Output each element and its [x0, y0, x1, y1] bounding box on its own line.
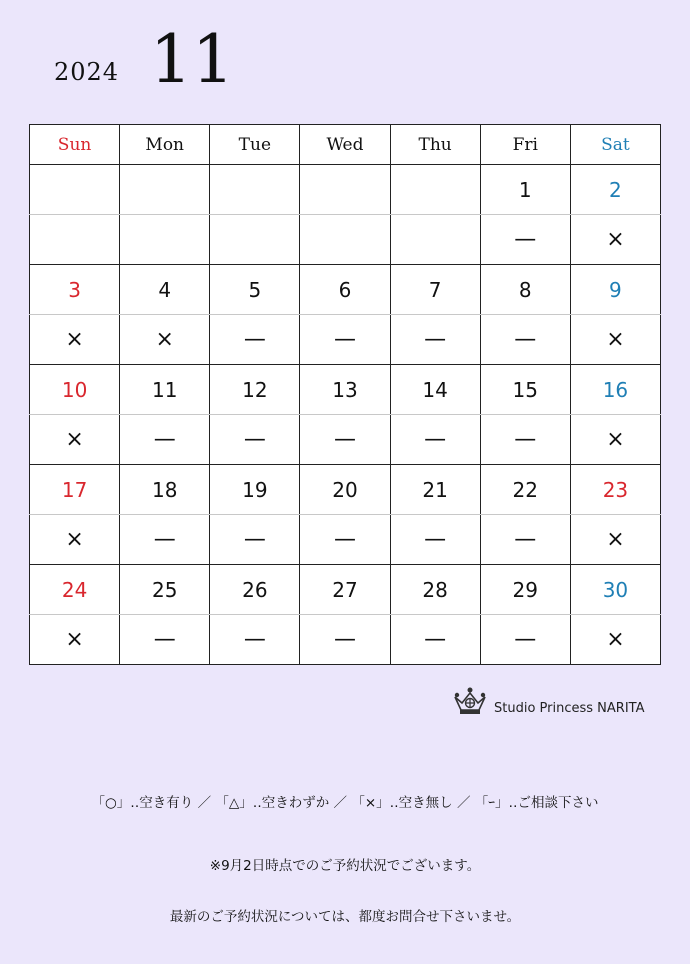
date-cell: 25	[120, 565, 210, 615]
availability-cell	[30, 215, 120, 265]
calendar-month: 11	[150, 21, 234, 98]
contact-note: 最新のご予約状況については、都度お問合せ下さいませ。	[169, 909, 521, 925]
availability-cell: —	[120, 415, 210, 465]
availability-cell: ×	[30, 515, 120, 565]
availability-cell: —	[300, 615, 390, 665]
date-cell: 14	[390, 365, 480, 415]
availability-cell: —	[300, 415, 390, 465]
date-cell: 20	[300, 465, 390, 515]
date-cell: 30	[570, 565, 660, 615]
date-cell-holiday: 23	[570, 465, 660, 515]
availability-cell: —	[120, 615, 210, 665]
date-cell: 8	[480, 265, 570, 315]
week-4-dates	[30, 465, 661, 515]
availability-cell: —	[120, 515, 210, 565]
weekday-fri: Fri	[480, 125, 570, 165]
week-4-availability	[30, 515, 661, 565]
date-cell: 3	[30, 265, 120, 315]
availability-cell	[390, 215, 480, 265]
weekday-mon: Mon	[120, 125, 210, 165]
date-cell: 10	[30, 365, 120, 415]
date-cell: 21	[390, 465, 480, 515]
date-cell: 26	[210, 565, 300, 615]
date-cell	[210, 165, 300, 215]
date-cell: 19	[210, 465, 300, 515]
weekday-tue: Tue	[210, 125, 300, 165]
availability-cell: —	[390, 315, 480, 365]
weekday-wed: Wed	[300, 125, 390, 165]
date-cell: 2	[570, 165, 660, 215]
weekday-header-row	[30, 125, 661, 165]
availability-cell: —	[480, 515, 570, 565]
availability-legend: 「○」‥空き有り ／ 「△」‥空きわずか ／ 「×」‥空き無し ／ 「ｰ」‥ご相談下さい	[91, 795, 599, 811]
date-cell: 18	[120, 465, 210, 515]
date-cell: 15	[480, 365, 570, 415]
availability-cell: —	[300, 515, 390, 565]
availability-cell: —	[210, 515, 300, 565]
calendar-year: 2024	[54, 58, 120, 86]
weekday-sun: Sun	[30, 125, 120, 165]
date-cell: 28	[390, 565, 480, 615]
date-cell: 4	[120, 265, 210, 315]
as-of-note: ※9月2日時点でのご予約状況でございます。	[209, 858, 481, 874]
date-cell: 9	[570, 265, 660, 315]
date-cell: 11	[120, 365, 210, 415]
date-cell	[300, 165, 390, 215]
studio-logo	[452, 686, 644, 720]
availability-cell	[210, 215, 300, 265]
availability-cell: —	[480, 315, 570, 365]
date-cell: 27	[300, 565, 390, 615]
availability-cell: ×	[570, 615, 660, 665]
crown-icon	[452, 686, 488, 720]
availability-cell	[120, 215, 210, 265]
availability-cell: ×	[570, 415, 660, 465]
date-cell: 22	[480, 465, 570, 515]
availability-cell: ×	[30, 415, 120, 465]
week-2-availability	[30, 315, 661, 365]
date-cell: 7	[390, 265, 480, 315]
availability-cell: —	[480, 215, 570, 265]
availability-cell: —	[210, 615, 300, 665]
date-cell: 16	[570, 365, 660, 415]
week-2-dates	[30, 265, 661, 315]
availability-cell: ×	[120, 315, 210, 365]
availability-cell: —	[210, 315, 300, 365]
studio-name: Studio Princess NARITA	[494, 700, 645, 716]
date-cell: 29	[480, 565, 570, 615]
week-3-availability	[30, 415, 661, 465]
week-3-dates	[30, 365, 661, 415]
date-cell: 6	[300, 265, 390, 315]
date-cell	[120, 165, 210, 215]
date-cell: 17	[30, 465, 120, 515]
date-cell: 5	[210, 265, 300, 315]
date-cell	[30, 165, 120, 215]
availability-cell: ×	[30, 315, 120, 365]
availability-cell: —	[210, 415, 300, 465]
date-cell: 1	[480, 165, 570, 215]
availability-cell	[300, 215, 390, 265]
availability-cell: ×	[570, 315, 660, 365]
availability-cell: —	[300, 315, 390, 365]
date-cell: 13	[300, 365, 390, 415]
availability-cell: ×	[30, 615, 120, 665]
availability-cell: —	[390, 415, 480, 465]
availability-calendar	[29, 124, 661, 665]
availability-cell: —	[390, 515, 480, 565]
availability-cell: ×	[570, 515, 660, 565]
weekday-sat: Sat	[570, 125, 660, 165]
availability-cell: —	[390, 615, 480, 665]
week-1-availability	[30, 215, 661, 265]
week-5-dates	[30, 565, 661, 615]
availability-cell: —	[480, 415, 570, 465]
availability-cell: ×	[570, 215, 660, 265]
week-1-dates	[30, 165, 661, 215]
date-cell: 12	[210, 365, 300, 415]
date-cell	[390, 165, 480, 215]
week-5-availability	[30, 615, 661, 665]
weekday-thu: Thu	[390, 125, 480, 165]
availability-cell: —	[480, 615, 570, 665]
date-cell: 24	[30, 565, 120, 615]
